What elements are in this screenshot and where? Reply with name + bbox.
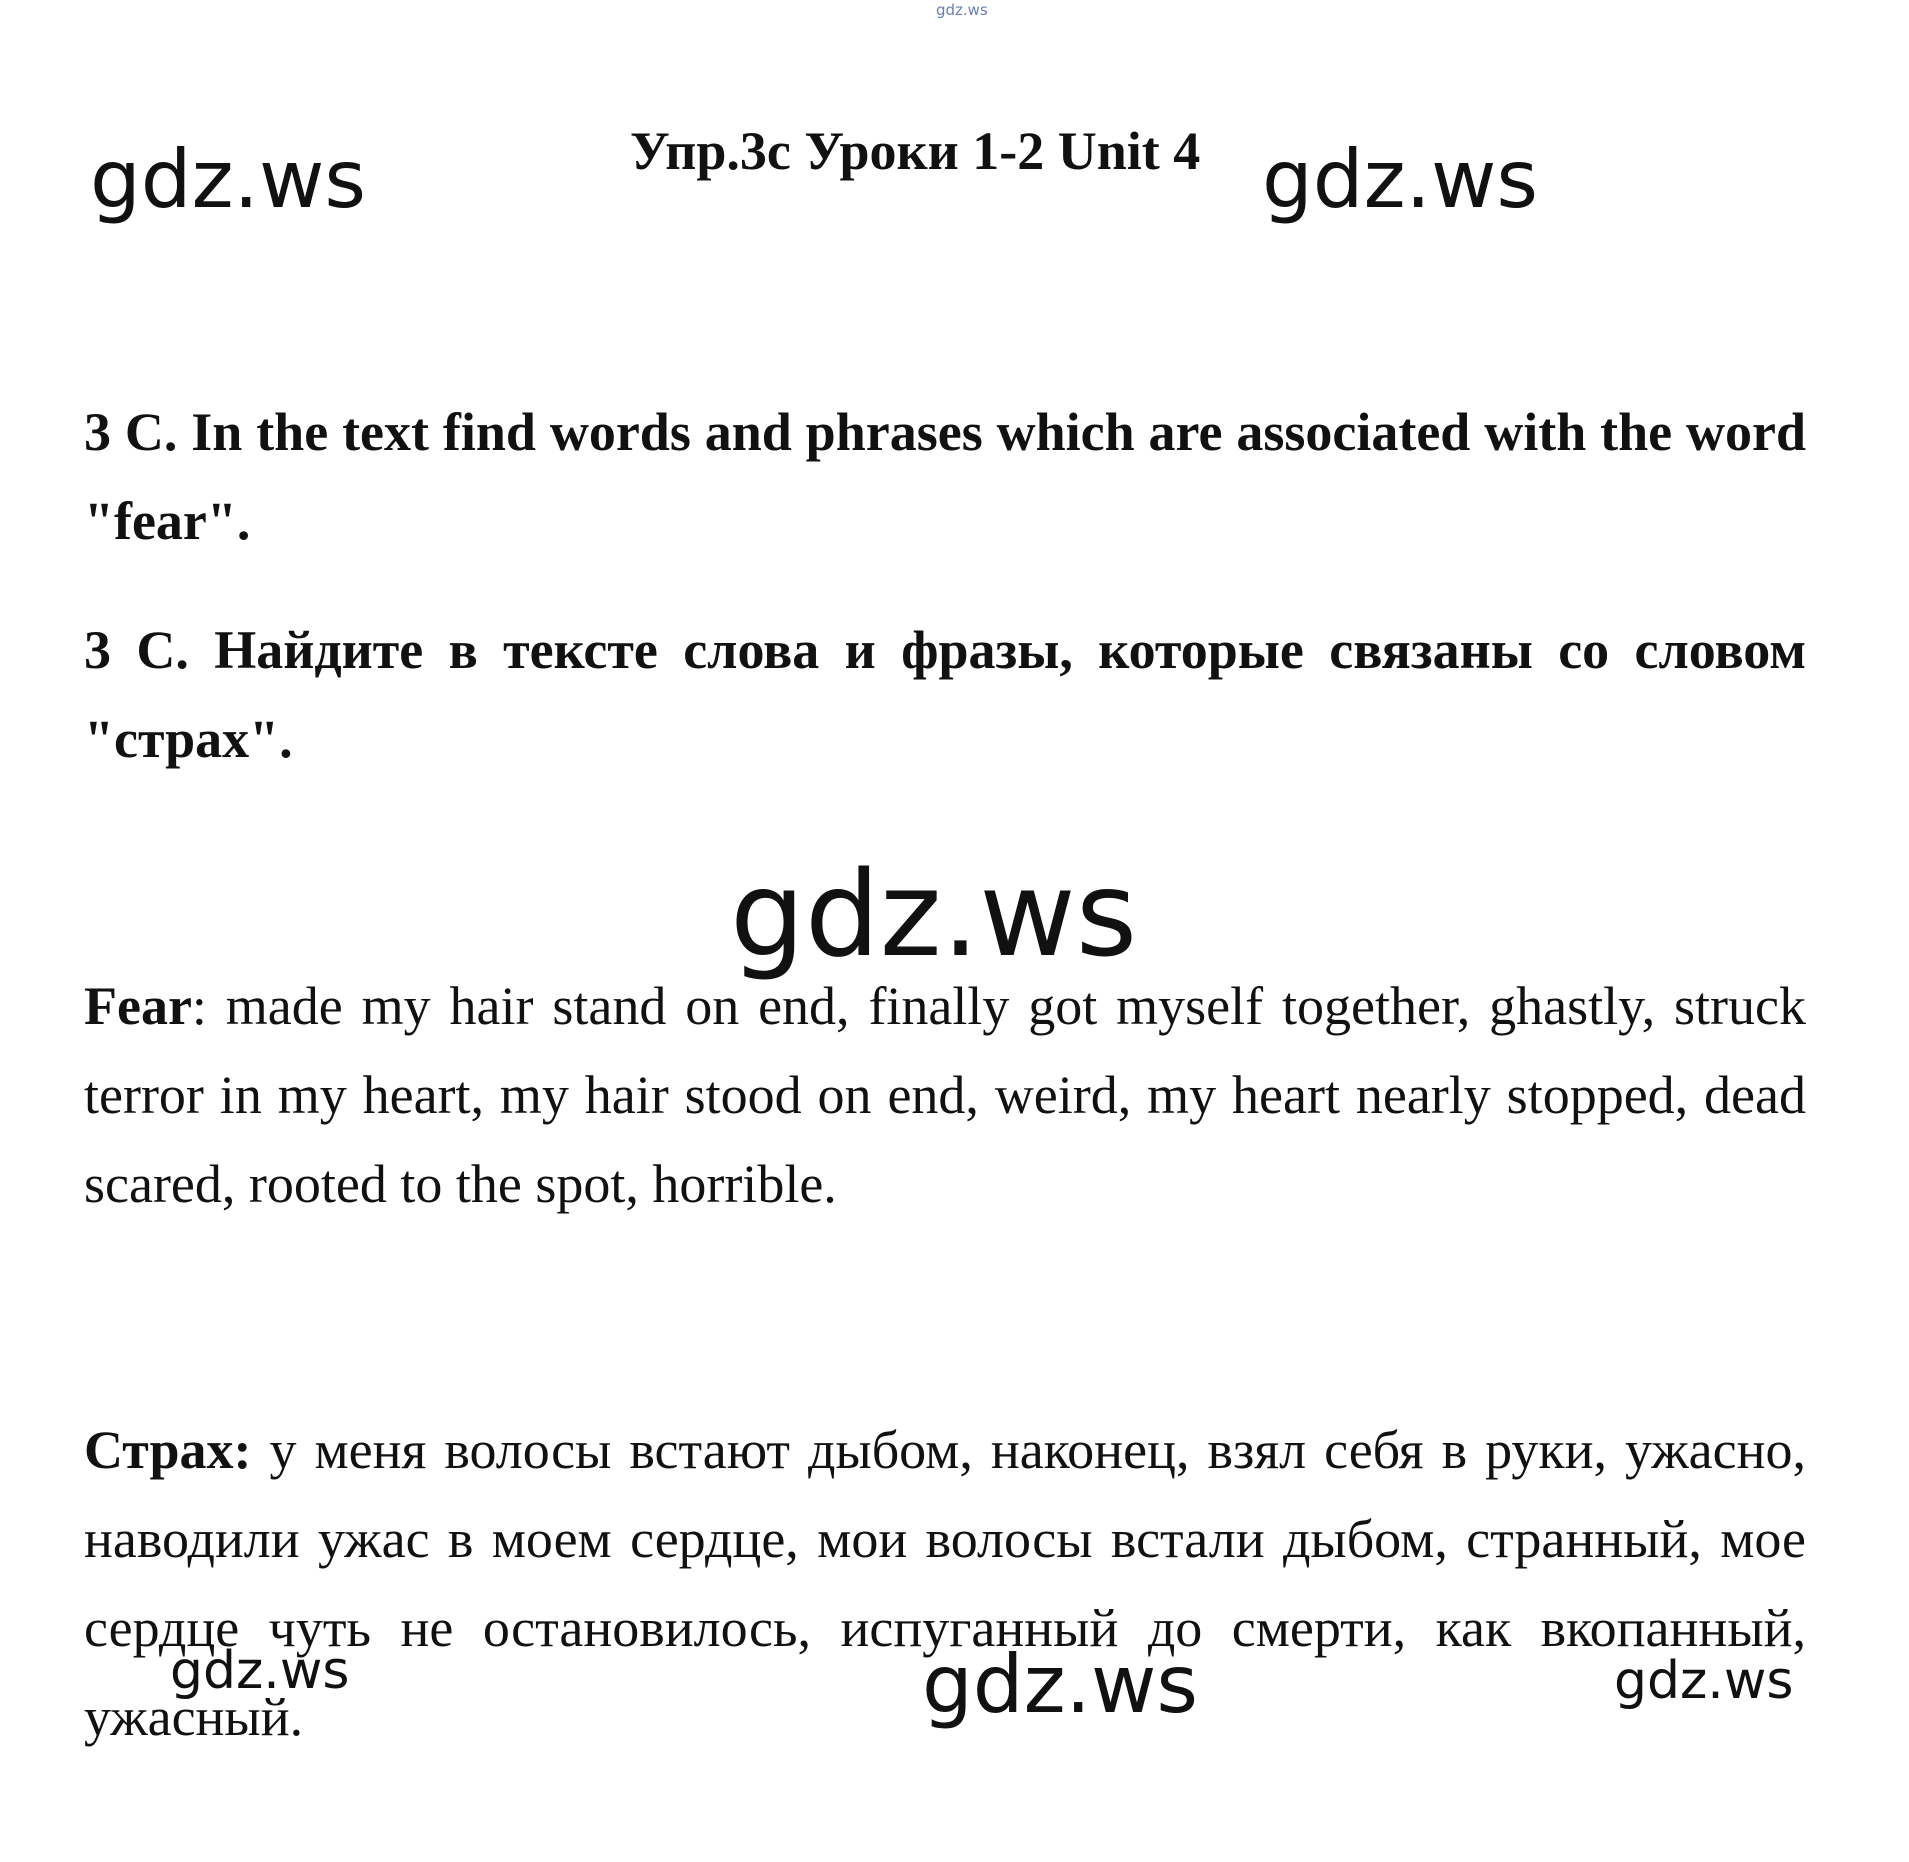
task-english: 3 C. In the text find words and phrases which are associated with the word "fear". <box>84 402 1806 551</box>
watermark-small: gdz.ws <box>936 1 988 19</box>
page-title: Упр.3с Уроки 1-2 Unit 4 <box>630 121 1201 181</box>
answer-english <box>84 962 1806 1229</box>
answer-english-text: : made my hair stand on end, finally got myself together, ghastly, struck terror in my heart, my hair stood on end, weird, my heart nearly stopped, dead scared, rooted to the spot, horrible. <box>84 976 1806 1214</box>
watermark-bottom-right: gdz.ws <box>1614 1651 1794 1711</box>
task-russian: 3 С. Найдите в тексте слова и фразы, которые связаны со словом "страх". <box>84 620 1806 769</box>
answer-russian-text: у меня волосы встают дыбом, наконец, взял себя в руки, ужасно, наводили ужас в моем сердце, мои волосы встали дыбом, странный, мое сердце чуть не остановилось, испуганный до смерти, как вкопанный, ужасный. <box>84 1420 1806 1747</box>
answer-russian-label: Страх: <box>84 1420 252 1480</box>
watermark-center: gdz.ws <box>730 845 1138 983</box>
watermark-bottom-center: gdz.ws <box>922 1638 1199 1731</box>
watermark-top-right: gdz.ws <box>1262 133 1539 226</box>
watermark-bottom-left: gdz.ws <box>170 1641 350 1701</box>
answer-english-label: Fear <box>84 976 192 1036</box>
watermark-top-left: gdz.ws <box>90 133 367 226</box>
